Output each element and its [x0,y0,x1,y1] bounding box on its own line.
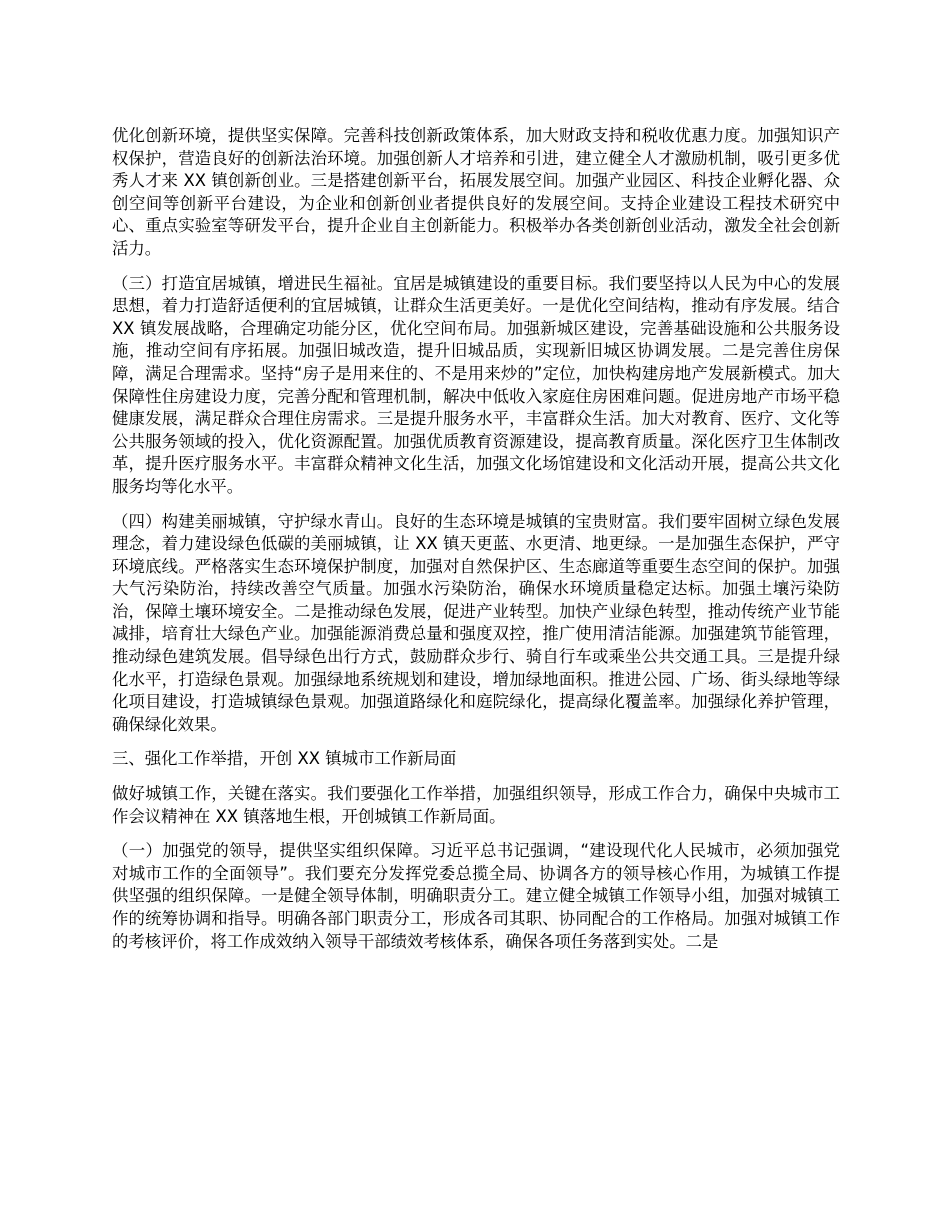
section-heading: 三、强化工作举措，开创 XX 镇城市工作新局面 [112,749,457,769]
paragraph-implementation: 做好城镇工作，关键在落实。我们要强化工作举措，加强组织领导，形成工作合力，确保中央城市工作会议精神在 XX 镇落地生根，开创城镇工作新局面。 [112,784,840,826]
paragraph-innovation-environment: 优化创新环境，提供坚实保障。完善科技创新政策体系，加大财政支持和税收优惠力度。加强知识产权保护，营造良好的创新法治环境。加强创新人才培养和引进，建立健全人才激励机制，吸引更多优秀人才来 XX 镇创新创业。三是搭建创新平台，拓展发展空间。加强产业园区、科技企业孵化器、众创空间等创新平台建设，为企业和创新创业者提供良好的发展空间。支持企业建设工程技术研究中心、重点实验室等研发平台，提升企业自主创新能力。积极举办各类创新创业活动，激发全社会创新活力。 [112,126,840,258]
paragraph-party-leadership: （一）加强党的领导，提供坚实组织保障。习近平总书记强调，“建设现代化人民城市，必须加强党对城市工作的全面领导”。我们要充分发挥党委总揽全局、协调各方的领导核心作用，为城镇工作提供坚强的组织保障。一是健全领导体制，明确职责分工。建立健全城镇工作领导小组，加强对城镇工作的统筹协调和指导。明确各部门职责分工，形成各司其职、协同配合的工作格局。加强对城镇工作的考核评价，将工作成效纳入领导干部绩效考核体系，确保各项任务落到实处。二是 [112,841,840,951]
paragraph-beautiful-town: （四）构建美丽城镇，守护绿水青山。良好的生态环境是城镇的宝贵财富。我们要牢固树立绿色发展理念，着力建设绿色低碳的美丽城镇，让 XX 镇天更蓝、水更清、地更绿。一是加强生态保护，严守环境底线。严格落实生态环境保护制度，加强对自然保护区、生态廊道等重要生态空间的保护。加强大气污染防治，持续改善空气质量。加强水污染防治，确保水环境质量稳定达标。加强土壤污染防治，保障土壤环境安全。二是推动绿色发展，促进产业转型。加快产业绿色转型，推动传统产业节能减排，培育壮大绿色产业。加强能源消费总量和强度双控，推广使用清洁能源。加强建筑节能管理，推动绿色建筑发展。倡导绿色出行方式，鼓励群众步行、骑自行车或乘坐公共交通工具。三是提升绿化水平，打造绿色景观。加强绿地系统规划和建设，增加绿地面积。推进公园、广场、街头绿地等绿化项目建设，打造城镇绿色景观。加强道路绿化和庭院绿化，提高绿化覆盖率。加强绿化养护管理，确保绿化效果。 [112,511,840,734]
document-body [112,125,840,965]
paragraph-livable-town: （三）打造宜居城镇，增进民生福祉。宜居是城镇建设的重要目标。我们要坚持以人民为中心的发展思想，着力打造舒适便利的宜居城镇，让群众生活更美好。一是优化空间结构，推动有序发展。结合 XX 镇发展战略，合理确定功能分区，优化空间布局。加强新城区建设，完善基础设施和公共服务设施，推动空间有序拓展。加强旧城改造，提升旧城品质，实现新旧城区协调发展。二是完善住房保障，满足合理需求。坚持“房子是用来住的、不是用来炒的”定位，加快构建房地产发展新模式。加大保障性住房建设力度，完善分配和管理机制，解决中低收入家庭住房困难问题。促进房地产市场平稳健康发展，满足群众合理住房需求。三是提升服务水平，丰富群众生活。加大对教育、医疗、文化等公共服务领域的投入，优化资源配置。加强优质教育资源建设，提高教育质量。深化医疗卫生体制改革，提升医疗服务水平。丰富群众精神文化生活，加强文化场馆建设和文化活动开展，提高公共文化服务均等化水平。 [112,273,840,496]
